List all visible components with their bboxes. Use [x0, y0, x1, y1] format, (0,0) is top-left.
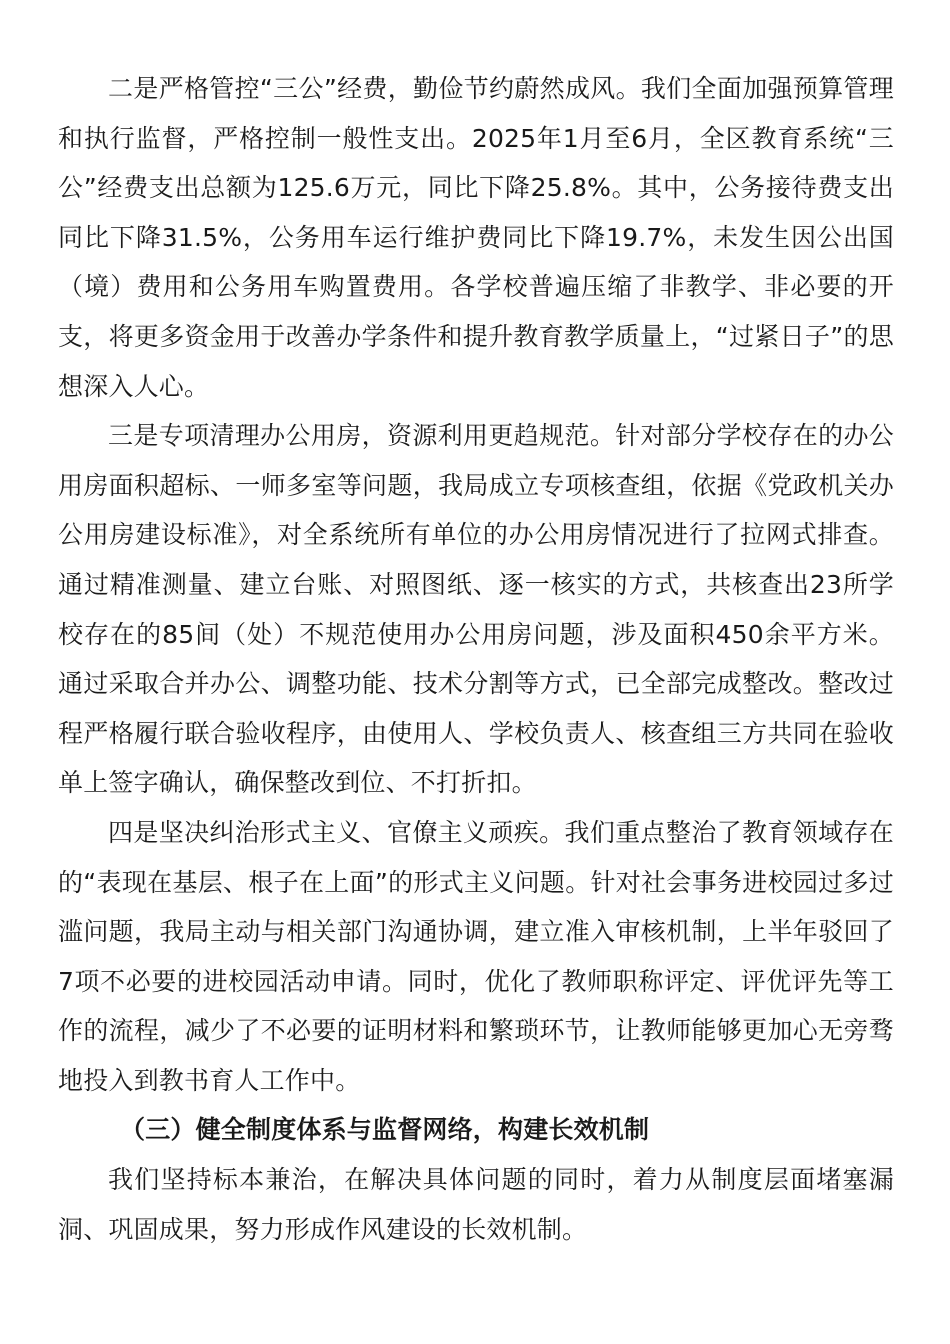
document-page — [58, 64, 894, 1254]
paragraph-formalism-bureaucratism: 四是坚决纠治形式主义、官僚主义顽疾。我们重点整治了教育领域存在的“表现在基层、根子在上面”的形式主义问题。针对社会事务进校园过多过滥问题，我局主动与相关部门沟通协调，建立准入审核机制，上半年驳回了7项不必要的进校园活动申请。同时，优化了教师职称评定、评优评先等工作的流程，减少了不必要的证明材料和繁琐环节，让教师能够更加心无旁骛地投入到教书育人工作中。 — [58, 817, 894, 1095]
section-heading: （三）健全制度体系与监督网络，构建长效机制 — [120, 1115, 650, 1145]
paragraph-long-term-mechanism: 我们坚持标本兼治，在解决具体问题的同时，着力从制度层面堵塞漏洞、巩固成果，努力形成作风建设的长效机制。 — [58, 1165, 894, 1244]
paragraph-office-space-cleanup: 三是专项清理办公用房，资源利用更趋规范。针对部分学校存在的办公用房面积超标、一师多室等问题，我局成立专项核查组，依据《党政机关办公用房建设标准》，对全系统所有单位的办公用房情况进行了拉网式排查。通过精准测量、建立台账、对照图纸、逐一核实的方式，共核查出23所学校存在的85间（处）不规范使用办公用房问题，涉及面积450余平方米。通过采取合并办公、调整功能、技术分割等方式，已全部完成整改。整改过程严格履行联合验收程序，由使用人、学校负责人、核查组三方共同在验收单上签字确认，确保整改到位、不打折扣。 — [58, 421, 894, 798]
paragraph-san-gong-expenses: 二是严格管控“三公”经费，勤俭节约蔚然成风。我们全面加强预算管理和执行监督，严格控制一般性支出。2025年1月至6月，全区教育系统“三公”经费支出总额为125.6万元，同比下降25.8%。其中，公务接待费支出同比下降31.5%，公务用车运行维护费同比下降19.7%，未发生因公出国（境）费用和公务用车购置费用。各学校普遍压缩了非教学、非必要的开支，将更多资金用于改善办学条件和提升教育教学质量上，“过紧日子”的思想深入人心。 — [58, 74, 894, 401]
